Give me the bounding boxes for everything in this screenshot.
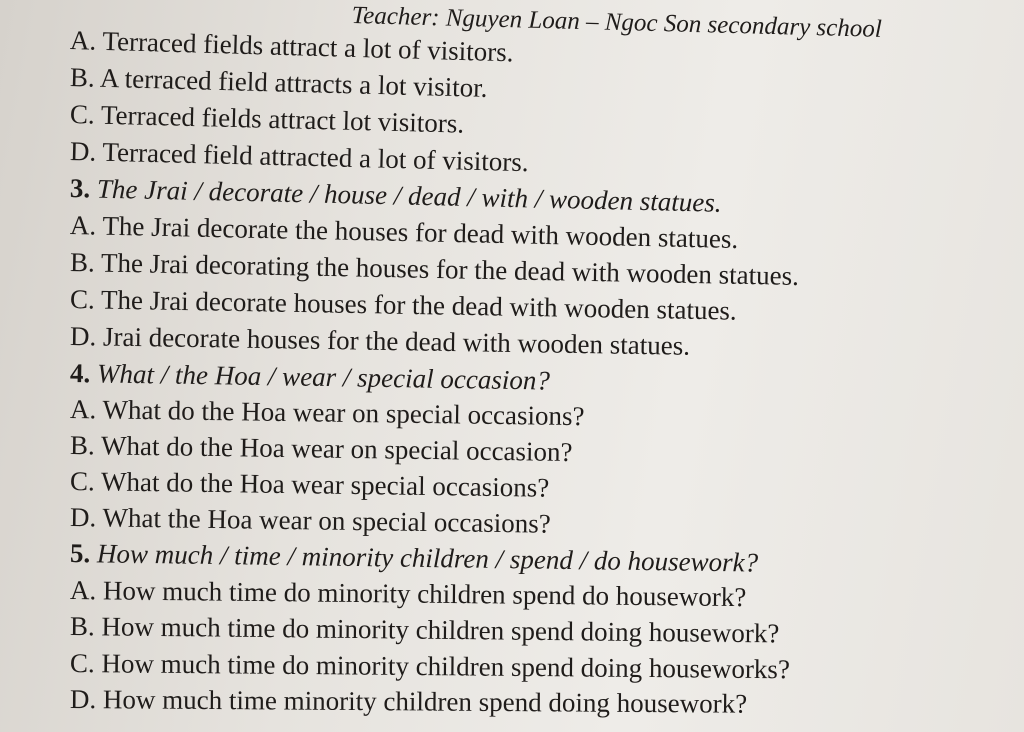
question-number: 3. <box>69 173 91 204</box>
answer-option: B. What do the Hoa wear on special occasion? <box>69 430 573 468</box>
answer-option: A. Terraced fields attract a lot of visitors. <box>69 25 514 68</box>
answer-option: C. The Jrai decorate houses for the dead with wooden statues. <box>69 284 737 326</box>
answer-option: D. Jrai decorate houses for the dead with wooden statues. <box>69 321 691 361</box>
answer-option: C. What do the Hoa wear special occasions? <box>69 466 550 503</box>
question-line <box>70 358 550 396</box>
answer-option: C. How much time do minority children spend doing houseworks? <box>69 648 791 685</box>
answer-option: B. The Jrai decorating the houses for the dead with wooden statues. <box>69 247 800 291</box>
answer-option: A. What do the Hoa wear on special occasions? <box>69 394 585 432</box>
question-line <box>70 538 759 578</box>
answer-option: A. How much time do minority children spend do housework? <box>69 575 747 613</box>
question-number: 5. <box>69 538 91 569</box>
question-prompt: How much / time / minority children / spend / do housework? <box>96 538 759 578</box>
question-number: 4. <box>69 358 91 389</box>
answer-option: B. How much time do minority children spend doing housework? <box>69 611 780 649</box>
answer-option: D. Terraced field attracted a lot of visitors. <box>69 136 529 178</box>
answer-option: D. How much time minority children spend doing housework? <box>69 684 748 719</box>
answer-option: D. What the Hoa wear on special occasions? <box>69 502 551 539</box>
question-prompt: The Jrai / decorate / house / dead / with / wooden statues. <box>96 173 722 218</box>
teacher-header: Teacher: Nguyen Loan – Ngoc Son secondary school <box>351 2 883 43</box>
question-prompt: What / the Hoa / wear / special occasion? <box>96 358 551 396</box>
answer-option: B. A terraced field attracts a lot visitor. <box>69 62 488 103</box>
answer-option: C. Terraced fields attract lot visitors. <box>69 99 465 139</box>
answer-option: A. The Jrai decorate the houses for dead with wooden statues. <box>69 210 739 254</box>
